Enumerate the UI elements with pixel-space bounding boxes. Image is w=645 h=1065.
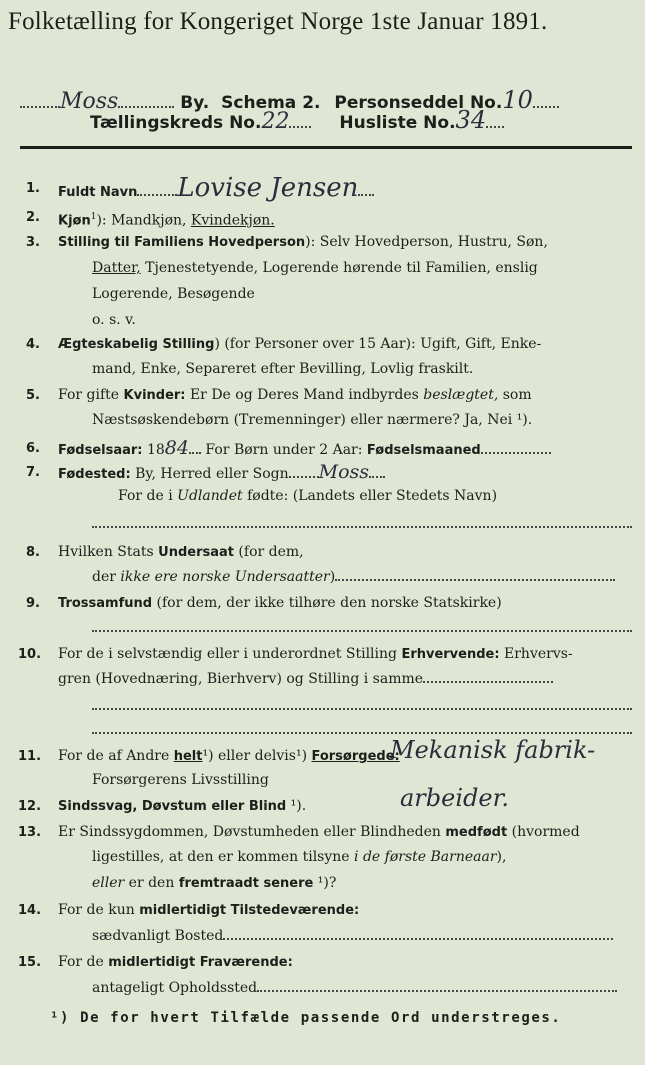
selected-position: Datter, [92,260,141,276]
schema-label: Schema 2. [221,93,321,113]
occupation-value-1: Mekanisk fabrik- [390,736,596,764]
header-line-2 [90,106,636,134]
name-value: Lovise Jensen [177,173,359,203]
by-label: By. [180,93,210,113]
personseddel-label: Personseddel No. [334,93,503,113]
form-title: Folketælling for Kongeriget Norge 1ste Januar 1891. [8,8,548,35]
kreds-label: Tællingskreds No. [90,113,262,133]
selected-sex: Kvindekjøn. [190,212,275,229]
birth-year-value: 84 [164,437,189,459]
husliste-label: Husliste No. [339,113,456,133]
husliste-value: 34 [455,106,487,134]
kreds-value: 22 [261,109,290,134]
census-form: Folketælling for Kongeriget Norge 1ste Januar 1891. Moss By. Schema 2. Personseddel No.10 Tællingskreds No.22 Husliste No.34 1. Fuldt Navn Lovise Jensen 2. Kjøn$^1$): Mandkjøn, Kvindekjøn. 3. Stilling til Familiens Hovedperson): Selv Hovedperson, Hustru, Søn, Datter, Tjenestetyende, Logerende hørende til Familien, enslig Logerende, Besøgende o. s. v. 4. Ægteskabelig Stilling) (for Personer over 15 Aar): Ugift, Gift, Enke- mand, Enke, Separeret efter Bevilling, Lovlig fraskilt. 5. For gifte Kvinder: Er De og Deres Mand indbyrdes beslægtet, som Næstsøskendebørn (Tremenninger) eller nærmere? Ja, Nei ¹). 6. Fødselsaar: 1884 For Børn under 2 Aar: Fødselsmaaned 7. Fødested: By, Herred eller Sogn Moss For de i Udlandet fødte: (Landets eller Stedets Navn) 8. Hvilken Stats Undersaat (for dem, der ikke ere norske Undersaatter) 9. Trossamfund (for dem, der ikke tilhøre den norske Statskirke) 10. For de i selvstændig eller i underordnet Stilling Erhvervende: Erhvervs- gren (Hovednæring, Bierhverv) og Stilling i samme 11. For de af Andre helt¹) eller delvis¹) Forsørgede: Mekanisk fabrik- Forsørgerens Livsstilling 12. Sindssvag, Døvstum eller Blind ¹). arbeider. 13. Er Sindssygdommen, Døvstumheden eller Blindheden medfødt (hvormed ligestilles, at den er kommen tilsyne i de første Barneaar), eller er den fremtraadt senere ¹)? 14. For de kun midlertidigt Tilstedeværende: sædvanligt Bosted 15. For de midlertidigt Fraværende: antageligt Opholdssted ¹) De for hvert Tilfælde passende Ord understreges. [0,0,645,1065]
footnote: ¹) De for hvert Tilfælde passende Ord understreges. [50,1010,562,1026]
by-value: Moss [60,89,119,114]
personseddel-value: 10 [502,86,533,114]
header-rule [20,146,632,149]
birthplace-value: Moss [318,461,370,483]
occupation-value-2: arbeider. [400,784,510,812]
